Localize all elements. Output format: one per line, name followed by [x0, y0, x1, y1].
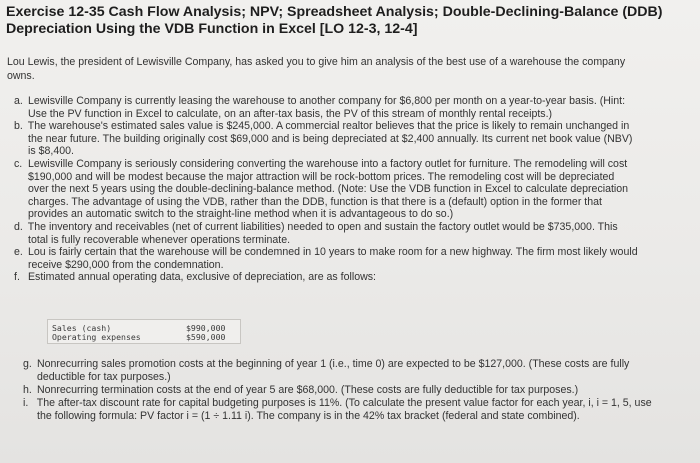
item-letter: e. [14, 246, 23, 259]
table-cell-label: Sales (cash) [52, 323, 112, 333]
item-letter: a. [14, 95, 23, 107]
item-letter: h. [23, 384, 32, 396]
list-item-e [14, 246, 690, 271]
item-text: Nonrecurring termination costs at the end of year 5 are $68,000. (These costs are fully deductible for tax purposes.) [36, 384, 579, 396]
intro-line-1: Lou Lewis, the president of Lewisville Company, has asked you to give him an analysis of the best use of a warehouse the company [7, 56, 626, 68]
item-text: Lewisville Company is currently leasing the warehouse to another company for $6,800 per month on a year-to-year basis. (Hint: [27, 95, 626, 107]
exercise-title [6, 4, 686, 38]
item-text: receive $290,000 from the condemnation. [28, 258, 224, 271]
item-text: The after-tax discount rate for capital budgeting purposes is 11%. (To calculate the present value factor for each year, i, i = 1, 5, use [36, 397, 652, 409]
item-letter: d. [14, 220, 23, 233]
list-item-b [14, 120, 690, 158]
list-item-i [23, 397, 693, 423]
item-text: the following formula: PV factor i = (1 ÷ 1.11 i). The company is in the 42% tax bracket (federal and state combined). [37, 410, 580, 422]
item-text: over the next 5 years using the double-declining-balance method. (Note: Use the VDB function in Excel to calculate depreciation [28, 183, 629, 196]
item-text: Use the PV function in Excel to calculate, on an after-tax basis, the PV of this stream of monthly rental receipts.) [28, 107, 553, 120]
item-letter: i. [23, 397, 29, 409]
item-text: The inventory and receivables (net of current liabilities) needed to open and sustain the factory outlet would be $735,000. This [27, 220, 618, 233]
item-letter: b. [14, 120, 23, 133]
item-text: Lou is fairly certain that the warehouse will be condemned in 10 years to make room for a new highway. The firm most likely would [27, 246, 638, 259]
table-cell-value: $590,000 [186, 332, 226, 342]
item-text: charges. The advantage of using the VDB, rather than the DDB, function is that there is a (default) option in the former that [28, 195, 602, 208]
item-letter: f. [14, 271, 20, 284]
list-item-c [14, 158, 690, 221]
item-text: Lewisville Company is seriously considering converting the warehouse into a factory outlet for furniture. The remodeling will cost [27, 157, 628, 170]
item-letter: c. [14, 157, 23, 170]
list-item-d [14, 221, 690, 246]
list-item-a [14, 95, 690, 120]
item-text: Estimated annual operating data, exclusive of depreciation, are as follows: [27, 271, 376, 284]
list-item-f [14, 271, 690, 284]
requirements-list-g-i [23, 358, 693, 423]
item-text: deductible for tax purposes.) [37, 371, 171, 383]
requirements-list-a-f [14, 95, 690, 284]
list-item-h [23, 384, 693, 397]
item-text: $190,000 and will be modest because the major attraction will be rock-bottom prices. The remodeling cost will be depreciated [28, 170, 615, 183]
item-text: The warehouse's estimated sales value is $245,000. A commercial realtor believes that the price is likely to remain unchanged in [27, 120, 630, 133]
item-text: the near future. The building originally cost $69,000 and is being depreciated at $2,400 annually. Its current net book value (NBV) [28, 132, 633, 145]
operating-data-table [47, 319, 241, 344]
item-text: Nonrecurring sales promotion costs at the beginning of year 1 (i.e., time 0) are expected to be $127,000. (These costs are fully [36, 358, 630, 370]
intro-line-2: owns. [7, 70, 35, 82]
item-text: total is fully recoverable whenever operations terminate. [28, 233, 291, 246]
title-line-2: Depreciation Using the VDB Function in Excel [LO 12-3, 12-4] [6, 21, 418, 37]
intro-paragraph [7, 55, 682, 83]
item-text: is $8,400. [28, 145, 74, 158]
list-item-g [23, 358, 693, 384]
title-line-1: Exercise 12-35 Cash Flow Analysis; NPV; Spreadsheet Analysis; Double-Declining-Balance (DDB) [6, 4, 663, 20]
item-letter: g. [23, 358, 32, 370]
table-cell-label: Operating expenses [52, 332, 141, 342]
table-row [48, 332, 240, 342]
item-text: provides an automatic switch to the straight-line method when it is advantageous to do so.) [28, 208, 454, 221]
table-cell-value: $990,000 [186, 323, 226, 333]
